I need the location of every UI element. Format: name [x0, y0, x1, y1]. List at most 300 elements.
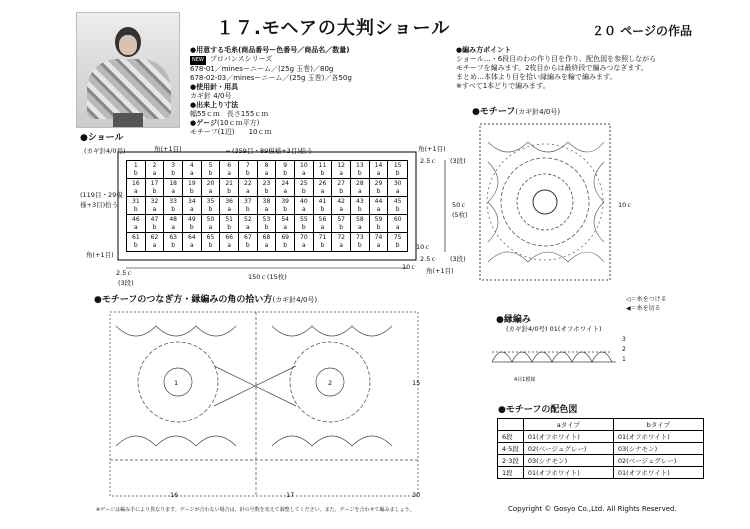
motif-cell — [258, 197, 277, 215]
motif-cell — [146, 233, 165, 251]
motif-number: 4 — [189, 161, 194, 169]
motif-type: b — [283, 169, 288, 177]
motif-cell — [239, 233, 258, 251]
table-cell: 01(オフホワイト) — [613, 467, 703, 479]
join-number: 16 — [170, 491, 179, 499]
width-dim: 150ｃ(15枚) — [248, 273, 287, 281]
motif-cell — [276, 215, 295, 233]
corner-top-right: 角(+1目) — [418, 145, 446, 153]
motif-type: a — [245, 187, 250, 195]
corner-top-left: 角(+1目) — [154, 145, 182, 153]
motif-type: b — [152, 187, 157, 195]
corner-bottom-left: 角(+1目) — [86, 251, 114, 259]
motif-type: a — [339, 169, 343, 177]
motif-type: a — [133, 187, 138, 195]
motif-cell — [164, 215, 183, 233]
motif-cell — [183, 197, 202, 215]
motif-number: 1 — [133, 161, 138, 169]
motif-cell — [314, 215, 333, 233]
motif-cell — [370, 179, 389, 197]
table-cell: 6段 — [498, 431, 524, 443]
motif-number: 70 — [300, 234, 308, 241]
motif-layout-grid — [126, 160, 408, 252]
motif-type: a — [376, 169, 381, 177]
motif-size: 10ｃ — [618, 201, 633, 209]
height-count: (5枚) — [452, 211, 468, 219]
motif-number: 60 — [393, 215, 402, 223]
edge-right-dim: 2.5ｃ — [420, 255, 437, 263]
motif-cell — [258, 233, 277, 251]
motif-type: a — [227, 242, 231, 249]
motif-number: 28 — [356, 179, 364, 187]
note-line: ショール…・6段目のわの作り目を作り、配色図を参照しながら — [456, 55, 657, 63]
motif-type: a — [264, 169, 269, 177]
note-line: モチーフを編みます。2枚目からは最終段で編みつなぎます。 — [456, 64, 648, 72]
motif-number: 42 — [337, 197, 345, 205]
motif-number: 20 — [206, 179, 215, 187]
motif-type: a — [357, 223, 362, 231]
join-needle: (カギ針4/0号) — [272, 296, 318, 304]
table-cell: 1段 — [498, 467, 524, 479]
motif-type: b — [152, 223, 157, 231]
colors-heading: ●モチーフの配色図 — [498, 405, 578, 415]
motif-cell — [258, 161, 277, 179]
join-number: 1 — [174, 379, 179, 387]
table-row — [498, 443, 704, 455]
motif-number: 16 — [132, 179, 140, 187]
motif-type: b — [301, 187, 306, 195]
motif-number: 54 — [281, 215, 289, 223]
motif-number: 35 — [206, 197, 215, 205]
motif-type: a — [189, 205, 194, 213]
legend-cut: ◀＝糸を切る — [626, 305, 661, 312]
motif-cell — [239, 179, 258, 197]
motif-cell — [258, 215, 277, 233]
motif-cell — [351, 179, 370, 197]
motif-number: 59 — [374, 215, 383, 223]
motif-cell — [239, 161, 258, 179]
motif-number: 69 — [281, 234, 289, 241]
motif-number: 45 — [393, 197, 402, 205]
motif-type: b — [283, 242, 288, 249]
motif-cell — [127, 197, 146, 215]
motif-type: b — [339, 187, 344, 195]
motif-cell — [295, 179, 314, 197]
motif-type: b — [283, 205, 288, 213]
motif-cell — [146, 161, 165, 179]
motif-number: 27 — [337, 179, 345, 187]
edge-top-dim: 2.5ｃ — [420, 157, 437, 165]
motif-cell — [202, 179, 221, 197]
edge-bottom-left-rows: (3段) — [118, 279, 134, 287]
motif-type: b — [245, 242, 250, 249]
side-label: 10ｃ — [402, 263, 417, 271]
motif-number: 13 — [356, 161, 364, 169]
motif-number: 30 — [393, 179, 402, 187]
motif-type: b — [227, 187, 232, 195]
motif-cell — [370, 161, 389, 179]
motif-cell — [351, 233, 370, 251]
motif-number: 48 — [169, 215, 177, 223]
motif-type: a — [171, 223, 175, 231]
motif-cell — [388, 215, 407, 233]
motif-number: 44 — [374, 197, 383, 205]
motif-cell — [258, 179, 277, 197]
tools: カギ針 4/0号 — [190, 92, 232, 100]
motif-number: 68 — [262, 234, 271, 241]
tools-heading: ●使用針・用具 — [190, 83, 239, 91]
motif-cell — [332, 197, 351, 215]
motif-cell — [202, 215, 221, 233]
motif-cell — [146, 179, 165, 197]
motif-cell — [220, 233, 239, 251]
motif-number: 57 — [337, 215, 345, 223]
motif-cell — [388, 197, 407, 215]
motif-cell — [164, 197, 183, 215]
motif-cell — [239, 197, 258, 215]
motif-type: b — [245, 205, 250, 213]
motif-cell — [388, 233, 407, 251]
edge-heading: ●縁編み — [496, 315, 531, 325]
motif-type: b — [301, 223, 306, 231]
motif-type: b — [133, 169, 138, 177]
motif-cell — [164, 161, 183, 179]
motif-type: a — [357, 187, 362, 195]
motif-number: 14 — [374, 161, 383, 169]
motif-number: 23 — [262, 179, 271, 187]
motif-type: b — [376, 187, 381, 195]
footer-note: ※ゲージは編み手により異なります。ゲージが合わない場合は、針の号数を変えて調整してください。また、ゲージを合わせて編みましょう。 — [96, 507, 415, 513]
motif-diagram — [478, 122, 612, 284]
motif-type: b — [357, 169, 362, 177]
table-header: aタイプ — [523, 419, 613, 431]
join-diagram — [96, 306, 434, 502]
motif-type: b — [395, 169, 400, 177]
table-cell: 03(シナモン) — [613, 443, 703, 455]
motif-type: b — [189, 187, 194, 195]
motif-type: a — [395, 187, 400, 195]
motif-type: a — [133, 223, 138, 231]
motif-number: 56 — [318, 215, 327, 223]
table-row — [498, 467, 704, 479]
table-cell: 02(ベージュグレー) — [523, 443, 613, 455]
shawl-needle: (カギ針4/0号) — [84, 147, 126, 155]
edge-caption: 4目1模様 — [514, 377, 536, 383]
motif-cell — [183, 233, 202, 251]
motif-cell — [370, 233, 389, 251]
motif-number: 41 — [318, 197, 327, 205]
motif-number: 39 — [281, 197, 289, 205]
size-heading: ●出来上り寸法 — [190, 101, 239, 109]
motif-number: 66 — [225, 234, 233, 241]
motif-cell — [220, 179, 239, 197]
motif-number: 52 — [244, 215, 252, 223]
table-cell: 01(オフホワイト) — [523, 431, 613, 443]
page-reference: ２０ ページの作品 — [592, 24, 692, 38]
motif-cell — [314, 233, 333, 251]
motif-number: 2 — [152, 161, 157, 169]
motif-cell — [351, 197, 370, 215]
motif-type: a — [320, 187, 325, 195]
join-heading: ●モチーフのつなぎ方・縁編みの角の拾い方(カギ針4/0号) — [94, 295, 318, 305]
material-line-1: 678-01／minesーニーム／(25g 玉巻)／80g — [190, 65, 334, 73]
motif-cell — [239, 215, 258, 233]
motif-type: b — [171, 242, 176, 249]
motif-number: 55 — [300, 215, 308, 223]
motif-number: 8 — [264, 161, 269, 169]
table-cell: 01(オフホワイト) — [613, 431, 703, 443]
motif-number: 51 — [225, 215, 233, 223]
motif-heading: ●モチーフ(カギ針4/0号) — [472, 107, 561, 117]
motif-cell — [127, 233, 146, 251]
motif-number: 26 — [318, 179, 327, 187]
motif-type: b — [171, 205, 176, 213]
table-cell: 4·5段 — [498, 443, 524, 455]
motif-type: a — [301, 169, 306, 177]
motif-type: b — [133, 242, 138, 249]
motif-number: 58 — [356, 215, 364, 223]
motif-cell — [370, 215, 389, 233]
motif-number: 9 — [283, 161, 288, 169]
motif-type: b — [264, 223, 269, 231]
motif-cell — [276, 161, 295, 179]
motif-type: b — [395, 205, 400, 213]
side-label: 10ｃ — [416, 243, 431, 251]
series-name: プロバンスシリーズ — [209, 55, 273, 63]
edge-row-number: 3 — [622, 336, 626, 343]
motif-type: b — [357, 205, 362, 213]
motif-number: 32 — [150, 197, 159, 205]
motif-number: 47 — [150, 215, 159, 223]
motif-number: 15 — [393, 161, 402, 169]
motif-number: 34 — [188, 197, 196, 205]
table-row — [498, 419, 704, 431]
notes-heading: ●編み方ポイント — [456, 46, 512, 54]
motif-type: a — [283, 223, 287, 231]
motif-type: a — [208, 187, 213, 195]
motif-cell — [295, 161, 314, 179]
motif-cell — [164, 233, 183, 251]
motif-type: b — [245, 169, 250, 177]
motif-type: b — [339, 223, 344, 231]
motif-cell — [314, 179, 333, 197]
motif-number: 6 — [227, 161, 232, 169]
legend-attach: ◁＝糸をつける — [626, 296, 667, 303]
motif-type: b — [208, 242, 213, 249]
gauge-heading: ●ゲージ — [190, 119, 217, 127]
motif-type: b — [208, 205, 213, 213]
motif-cell — [146, 197, 165, 215]
motif-number: 10 — [300, 161, 308, 169]
motif-cell — [276, 179, 295, 197]
join-number: 15 — [412, 379, 421, 387]
edge-bottom-left-dim: 2.5ｃ — [116, 269, 133, 277]
motif-cell — [220, 161, 239, 179]
motif-number: 19 — [188, 179, 196, 187]
table-cell: 03(シナモン) — [523, 455, 613, 467]
motif-cell — [332, 215, 351, 233]
table-header: bタイプ — [613, 419, 703, 431]
motif-number: 72 — [337, 234, 345, 241]
motif-number: 50 — [206, 215, 215, 223]
motif-number: 5 — [208, 161, 213, 169]
motif-type: b — [320, 205, 325, 213]
table-cell: 01(オフホワイト) — [523, 467, 613, 479]
motif-number: 22 — [244, 179, 252, 187]
motif-type: b — [171, 169, 176, 177]
motif-type: b — [320, 169, 325, 177]
table-row — [498, 431, 704, 443]
motif-number: 62 — [150, 234, 159, 241]
motif-cell — [276, 197, 295, 215]
join-number: 17 — [286, 491, 295, 499]
motif-number: 61 — [132, 234, 140, 241]
motif-cell — [295, 197, 314, 215]
motif-cell — [127, 215, 146, 233]
motif-number: 73 — [356, 234, 364, 241]
motif-number: 75 — [393, 234, 402, 241]
motif-type: b — [208, 169, 213, 177]
motif-cell — [295, 233, 314, 251]
motif-cell — [164, 179, 183, 197]
motif-number: 43 — [356, 197, 364, 205]
motif-type: a — [227, 169, 231, 177]
motif-number: 64 — [188, 234, 196, 241]
color-table — [497, 418, 704, 479]
finished-size: 幅55ｃｍ 長さ155ｃｍ — [190, 110, 269, 118]
note-line: まとめ…本体より目を拾い縁編みを輪で編みます。 — [456, 73, 617, 81]
motif-type: a — [227, 205, 231, 213]
motif-type: a — [264, 205, 269, 213]
motif-cell — [202, 233, 221, 251]
motif-type: a — [264, 242, 269, 249]
motif-number: 49 — [188, 215, 196, 223]
motif-cell — [370, 197, 389, 215]
motif-cell — [388, 179, 407, 197]
motif-type: a — [189, 169, 194, 177]
motif-type: a — [171, 187, 175, 195]
material-line-2: 678-02-03／minesーニーム／(25g 玉巻)／各50g — [190, 74, 352, 82]
motif-cell — [314, 161, 333, 179]
motif-type: b — [320, 242, 325, 249]
motif-type: b — [264, 187, 269, 195]
motif-type: a — [320, 223, 325, 231]
motif-number: 36 — [225, 197, 233, 205]
motif-number: 29 — [374, 179, 383, 187]
table-cell: 2·3段 — [498, 455, 524, 467]
motif-cell — [332, 179, 351, 197]
motif-type: b — [357, 242, 362, 249]
table-cell: 02(ベージュグレー) — [613, 455, 703, 467]
motif-number: 67 — [244, 234, 252, 241]
motif-type: a — [189, 242, 194, 249]
motif-type: a — [376, 242, 381, 249]
motif-number: 74 — [374, 234, 383, 241]
motif-cell — [295, 215, 314, 233]
motif-number: 33 — [169, 197, 177, 205]
motif-cell — [332, 161, 351, 179]
motif-cell — [351, 215, 370, 233]
motif-number: 24 — [281, 179, 289, 187]
page-title: １７.モヘアの大判ショール — [216, 18, 451, 39]
motif-number: 18 — [169, 179, 177, 187]
edge-diagram — [488, 334, 620, 370]
motif-number: 31 — [132, 197, 140, 205]
motif-cell — [220, 215, 239, 233]
edge-right-rows: (3段) — [450, 255, 466, 263]
join-number: 30 — [412, 491, 421, 499]
motif-type: a — [339, 205, 343, 213]
motif-number: 37 — [244, 197, 252, 205]
motif-number: 63 — [169, 234, 177, 241]
motif-number: 12 — [337, 161, 345, 169]
motif-type: a — [245, 223, 250, 231]
motif-number: 21 — [225, 179, 233, 187]
motif-number: 7 — [245, 161, 250, 169]
motif-type: a — [152, 205, 157, 213]
copyright: Copyright © Gosyo Co.,Ltd. All Rights Reserved. — [508, 505, 677, 513]
gauge-unit: (10ｃｍ平方) — [216, 119, 260, 127]
table-cell — [498, 419, 524, 431]
motif-number: 53 — [262, 215, 271, 223]
motif-number: 40 — [300, 197, 308, 205]
motif-cell — [183, 179, 202, 197]
motif-type: a — [283, 187, 287, 195]
corner-bottom-right: 角(+1目) — [426, 267, 454, 275]
motif-type: a — [301, 242, 306, 249]
materials-heading: ●用意する毛糸(商品番号ー色番号／商品名／数量) — [190, 46, 350, 54]
edge-top-rows: (3段) — [450, 157, 466, 165]
edge-row-number: 2 — [622, 346, 626, 353]
shawl-heading: ●ショール — [80, 133, 124, 143]
motif-type: a — [339, 242, 343, 249]
motif-type: a — [376, 205, 381, 213]
motif-needle: (カギ針4/0号) — [515, 108, 561, 116]
motif-type: b — [133, 205, 138, 213]
motif-type: a — [301, 205, 306, 213]
motif-number: 46 — [132, 215, 140, 223]
motif-cell — [314, 197, 333, 215]
motif-cell — [351, 161, 370, 179]
motif-number: 71 — [318, 234, 327, 241]
edge-row-number: 1 — [622, 356, 626, 363]
top-pickup-count: (359目・89模様+3目)拾う — [232, 147, 313, 155]
motif-cell — [146, 215, 165, 233]
motif-type: b — [227, 223, 232, 231]
motif-number: 3 — [171, 161, 176, 169]
motif-number: 25 — [300, 179, 308, 187]
motif-cell — [127, 161, 146, 179]
join-number: 2 — [328, 379, 333, 387]
motif-cell — [127, 179, 146, 197]
motif-number: 11 — [318, 161, 327, 169]
motif-cell — [332, 233, 351, 251]
motif-cell — [183, 215, 202, 233]
motif-cell — [202, 161, 221, 179]
motif-cell — [183, 161, 202, 179]
motif-cell — [388, 161, 407, 179]
motif-cell — [202, 197, 221, 215]
new-badge: NEW — [192, 57, 204, 63]
motif-number: 17 — [150, 179, 159, 187]
height-dim: 50ｃ — [452, 201, 467, 209]
motif-type: a — [152, 169, 157, 177]
motif-cell — [276, 233, 295, 251]
motif-cell — [220, 197, 239, 215]
motif-number: 38 — [262, 197, 271, 205]
motif-type: b — [189, 223, 194, 231]
motif-type: b — [395, 242, 400, 249]
